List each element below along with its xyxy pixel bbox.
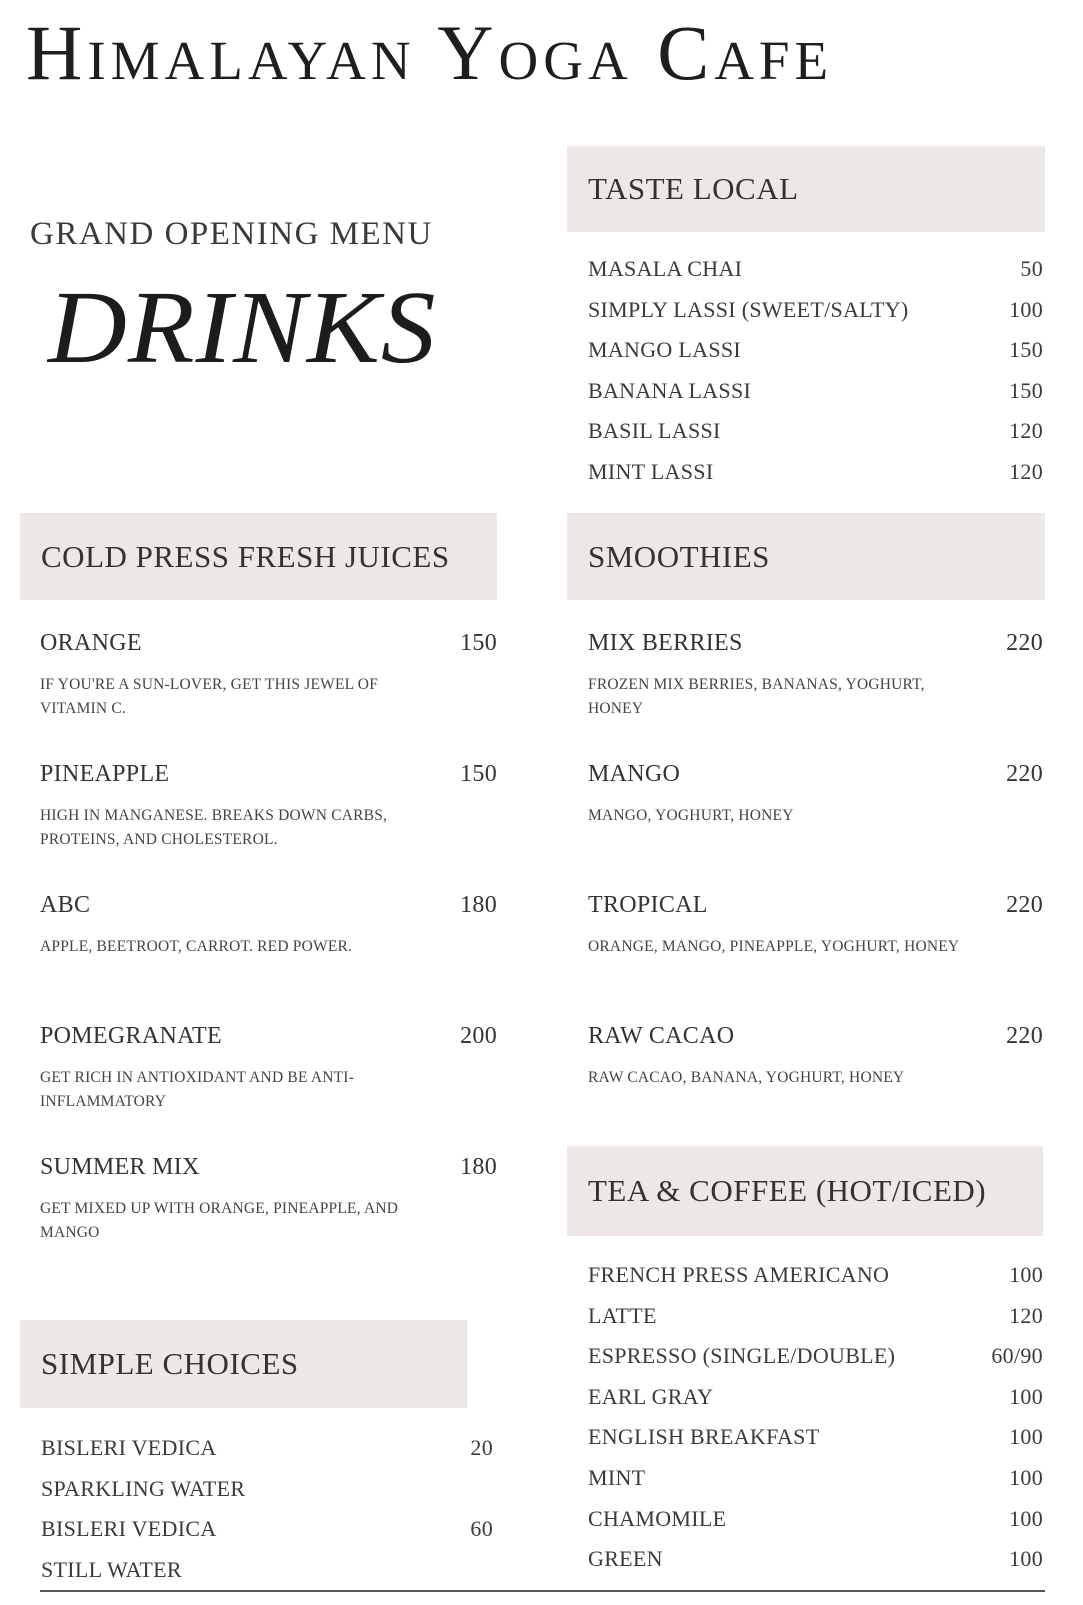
item-price: 220	[1006, 630, 1043, 656]
item-price: 100	[1009, 1505, 1043, 1531]
item-price: 220	[1006, 761, 1043, 787]
item-name: CHAMOMILE	[588, 1505, 727, 1531]
item-description: GET MIXED UP WITH ORANGE, PINEAPPLE, AND MANGO	[40, 1200, 399, 1241]
tea-coffee-list	[588, 1262, 1043, 1592]
item-name: TROPICAL	[588, 892, 708, 918]
item-description: FROZEN MIX BERRIES, BANANAS, YOGHURT, HONEY	[588, 676, 925, 717]
item-name: STILL WATER	[41, 1556, 182, 1582]
item-price: 200	[460, 1023, 497, 1049]
item-price: 220	[1006, 892, 1043, 918]
menu-row	[588, 256, 1043, 282]
item-name: ENGLISH BREAKFAST	[588, 1424, 820, 1450]
item-price: 100	[1009, 1465, 1043, 1490]
item-header	[40, 1154, 497, 1181]
item-name: SIMPLY LASSI (SWEET/SALTY)	[588, 296, 909, 322]
item-name: MANGO LASSI	[588, 337, 742, 363]
item-header	[40, 892, 497, 919]
item-name: SUMMER MIX	[40, 1154, 200, 1180]
smoothies-list	[588, 630, 1043, 1130]
item-name: MINT LASSI	[588, 459, 714, 484]
menu-row	[588, 378, 1043, 404]
item-description: IF YOU'RE A SUN-LOVER, GET THIS JEWEL OF VITAMIN C.	[40, 676, 379, 717]
item-name: BISLERI VEDICA	[41, 1516, 217, 1542]
item-name: GREEN	[588, 1546, 663, 1572]
item-name: BASIL LASSI	[588, 418, 721, 444]
menu-item	[40, 1023, 497, 1114]
simple-choices-list	[41, 1435, 493, 1605]
menu-row	[588, 337, 1043, 363]
item-header	[40, 1023, 497, 1050]
item-price: 150	[1009, 337, 1043, 363]
bottom-divider	[40, 1590, 1045, 1592]
item-price: 100	[1009, 1546, 1043, 1572]
item-price: 120	[1009, 1302, 1043, 1328]
item-price: 20	[470, 1435, 493, 1460]
menu-item	[40, 892, 497, 959]
item-name: BANANA LASSI	[588, 377, 752, 403]
item-name: ESPRESSO (SINGLE/DOUBLE)	[588, 1343, 896, 1369]
menu-row	[588, 1303, 1043, 1329]
item-price: 150	[460, 630, 497, 656]
item-price: 120	[1009, 418, 1043, 444]
item-header	[40, 761, 497, 788]
menu-item	[40, 761, 497, 852]
section-header-taste-local: TASTE LOCAL	[567, 146, 1045, 232]
item-price: 50	[1020, 256, 1043, 281]
cafe-title: Himalayan Yoga Cafe	[26, 9, 834, 96]
item-name: ABC	[40, 892, 91, 918]
menu-item	[588, 892, 1043, 959]
item-price: 100	[1009, 296, 1043, 322]
menu-subtitle: GRAND OPENING MENU	[30, 216, 433, 252]
item-header	[588, 761, 1043, 788]
item-price: 120	[1009, 459, 1043, 484]
item-name: MASALA CHAI	[588, 256, 743, 281]
menu-row	[588, 1506, 1043, 1532]
item-price: 220	[1006, 1023, 1043, 1049]
item-name: SPARKLING WATER	[41, 1475, 246, 1501]
menu-heading: DRINKS	[48, 270, 437, 385]
item-price: 150	[460, 761, 497, 787]
menu-row	[588, 297, 1043, 323]
menu-row	[588, 1343, 1043, 1369]
item-description: RAW CACAO, BANANA, YOGHURT, HONEY	[588, 1069, 905, 1086]
item-header	[588, 630, 1043, 657]
item-name: ORANGE	[40, 630, 142, 656]
menu-item	[588, 1023, 1043, 1090]
item-header	[588, 1023, 1043, 1050]
item-name: LATTE	[588, 1302, 657, 1328]
section-header-juices: COLD PRESS FRESH JUICES	[20, 513, 497, 600]
item-price: 100	[1009, 1262, 1043, 1287]
item-description: GET RICH IN ANTIOXIDANT AND BE ANTI-INFLAMMATORY	[40, 1069, 355, 1110]
menu-row	[588, 1262, 1043, 1288]
item-price: 180	[460, 892, 497, 918]
item-name: EARL GRAY	[588, 1383, 714, 1409]
item-name: MINT	[588, 1465, 646, 1490]
section-header-simple-choices: SIMPLE CHOICES	[20, 1320, 467, 1408]
item-price: 100	[1009, 1424, 1043, 1450]
menu-row	[588, 459, 1043, 485]
menu-row	[41, 1557, 493, 1583]
item-description: MANGO, YOGHURT, HONEY	[588, 807, 794, 824]
menu-row	[588, 1424, 1043, 1450]
menu-row	[588, 418, 1043, 444]
item-price: 60/90	[991, 1343, 1043, 1369]
item-header	[588, 892, 1043, 919]
item-name: MANGO	[588, 761, 681, 787]
item-name: BISLERI VEDICA	[41, 1435, 217, 1460]
menu-row	[41, 1435, 493, 1461]
item-name: RAW CACAO	[588, 1023, 735, 1049]
section-header-tea-coffee: TEA & COFFEE (HOT/ICED)	[567, 1146, 1043, 1236]
menu-row	[41, 1516, 493, 1542]
item-header	[40, 630, 497, 657]
menu-item	[588, 761, 1043, 828]
item-description: APPLE, BEETROOT, CARROT. RED POWER.	[40, 938, 353, 955]
item-price: 60	[470, 1516, 493, 1542]
menu-row	[588, 1546, 1043, 1572]
section-header-smoothies: SMOOTHIES	[567, 513, 1045, 600]
menu-item	[40, 630, 497, 721]
menu-row	[588, 1465, 1043, 1491]
item-name: PINEAPPLE	[40, 761, 170, 787]
menu-row	[588, 1384, 1043, 1410]
item-price: 150	[1009, 377, 1043, 403]
item-name: POMEGRANATE	[40, 1023, 222, 1049]
item-description: HIGH IN MANGANESE. BREAKS DOWN CARBS, PROTEINS, AND CHOLESTEROL.	[40, 807, 388, 848]
item-price: 180	[460, 1154, 497, 1180]
juices-list	[40, 630, 497, 1250]
menu-row	[41, 1476, 493, 1502]
item-name: FRENCH PRESS AMERICANO	[588, 1262, 890, 1287]
menu-item	[588, 630, 1043, 721]
item-description: ORANGE, MANGO, PINEAPPLE, YOGHURT, HONEY	[588, 938, 960, 955]
menu-item	[40, 1154, 497, 1245]
item-name: MIX BERRIES	[588, 630, 743, 656]
item-price: 100	[1009, 1383, 1043, 1409]
taste-local-list	[588, 256, 1043, 506]
